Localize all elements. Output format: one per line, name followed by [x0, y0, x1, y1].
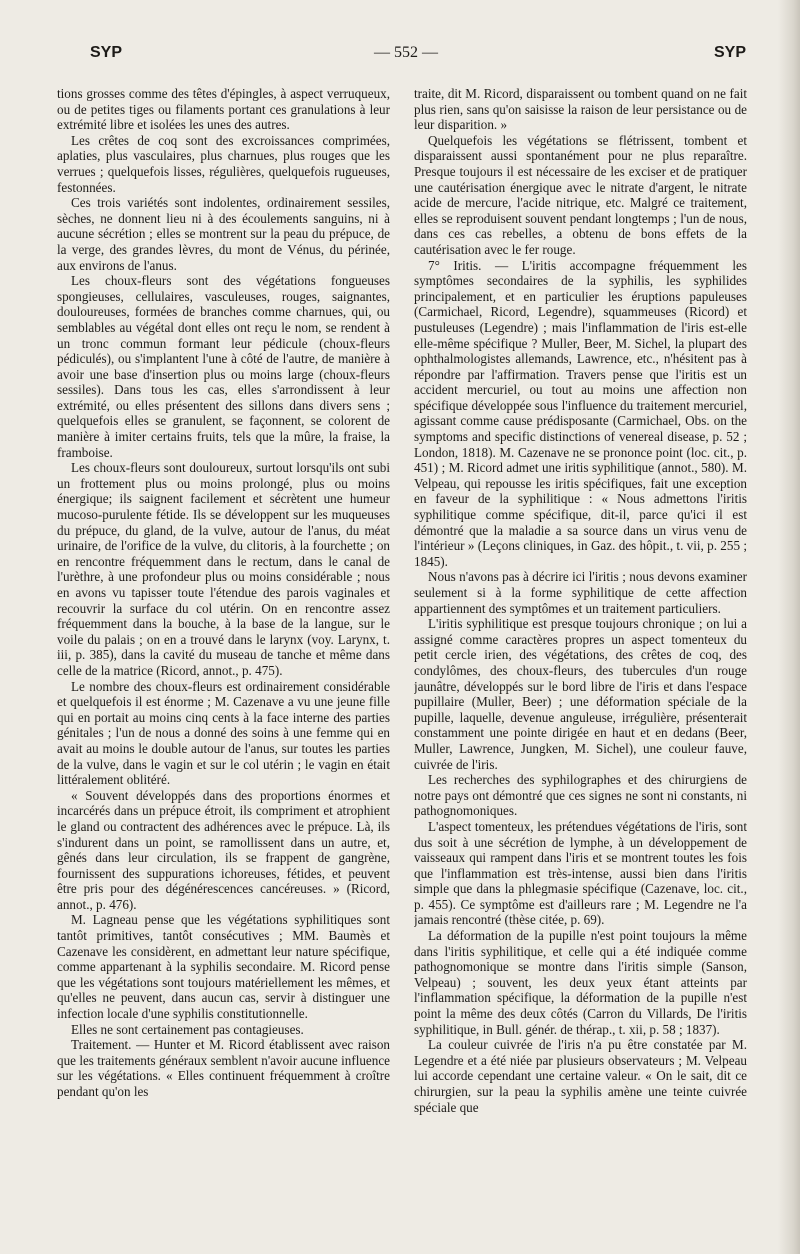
paragraph: « Souvent développés dans des proportions énormes et incarcérés dans un prépuce étroit, ils compriment et atrophient le gland ou contractent des adhérences avec le prépuce. Là, ils s'indurent dans un point, se ramollissent dans un autre, et, gênés dans leur circulation, ils se frappent de gangrène, fournissent des suppurations ichoreuses, fétides, et peuvent être pris pour des dégénérescences cancéreuses. » (Ricord, annot., p. 476).: [57, 787, 390, 912]
right-column: [414, 86, 747, 1246]
paragraph: Quelquefois les végétations se flétrissent, tombent et disparaissent aussi spontanément pour ne plus reparaître. Presque toujours il est nécessaire de les exciser et de pratiquer une cautérisation énergique avec le nitrate d'argent, le nitrate acide de mercure, l'acide nitrique, etc. Malgré ce traitement, elles se reproduisent souvent pendant longtemps ; l'un de nous, dans ces cas rebelles, a obtenu de bons effets de la cautérisation avec le fer rouge.: [414, 132, 747, 257]
paragraph: Elles ne sont certainement pas contagieuses.: [71, 1021, 304, 1037]
header-left: SYP: [90, 44, 123, 61]
paragraph: Les recherches des syphilographes et des chirurgiens de notre pays ont démontré que ces signes ne sont ni constants, ni pathognomoniques.: [414, 772, 747, 819]
paragraph: Les crêtes de coq sont des excroissances comprimées, aplaties, plus vasculaires, plus charnues, plus rouges que les verrues ; quelquefois lisses, régulières, quelquefois rugueuses, festonnées.: [57, 132, 390, 195]
running-header: [58, 44, 754, 70]
page-edge-shadow: [778, 0, 800, 1254]
paragraph: tions grosses comme des têtes d'épingles, à aspect verruqueux, ou de petites tiges ou filaments portant ces granulations à leur extrémité libre et isolées les unes des autres.: [57, 86, 390, 133]
paragraph: La déformation de la pupille n'est point toujours la même dans l'iritis syphilitique, et celle qui a été indiquée comme pathognomonique se montre dans l'iritis simple (Sanson, Velpeau) ; souvent, les deux yeux étant atteints par l'inflammation spécifique, la déformation de la pupille n'est point la même des deux côtés (Carron du Villards, De l'iritis syphilitique, in Bull. génér. de thérap., t. xii, p. 58 ; 1837).: [414, 928, 747, 1037]
paragraph: Les choux-fleurs sont douloureux, surtout lorsqu'ils ont subi un frottement plus ou moins prolongé, plus ou moins énergique; ils saignent facilement et sécrètent une humeur mucoso-purulente fétide. Ils se développent sur les muqueuses du prépuce, du gland, de la vulve, autour de l'anus, du méat urinaire, de l'orifice de la vulve, du clitoris, à la fourchette ; on en rencontre fréquemment dans le rectum, dans le canal de l'urèthre, à une profondeur plus ou moins considérable ; nous en avons vu tapisser toute l'étendue des parois vaginales et recouvrir la surface du col utérin. On en rencontre assez fréquemment dans la bouche, à la base de la langue, sur le voile du palais ; on en a trouvé dans le larynx (voy. Larynx, t. iii, p. 385), dans la cavité du museau de tanche et même dans celle de la matrice (Ricord, annot., p. 475).: [57, 460, 390, 678]
page-number: — 552 —: [374, 44, 438, 61]
paragraph: Les choux-fleurs sont des végétations fongueuses spongieuses, cellulaires, vasculeuses, rouges, saignantes, douloureuses, formées de branches comme charnues, qui, ou semblables au végétal dont elles ont reçu le nom, se rendent à un tronc commun formant leur pédicule (choux-fleurs pédiculés), ou s'implantent l'une à côté de l'autre, de manière à avoir une base d'insertion plus ou moins large (choux-fleurs sessiles). Dans tous les cas, elles s'arrondissent à leur extrémité, ou elles présentent des sillons dans divers sens ; quelquefois elles se granulent, se façonnent, se colorent de manière à imiter certains fruits, tels que la mûre, la fraise, la framboise.: [57, 273, 390, 460]
paragraph: La couleur cuivrée de l'iris n'a pu être constatée par M. Legendre et a été niée par plusieurs observateurs ; M. Velpeau lui accorde cependant une certaine valeur. « On le sait, dit ce chirurgien, sur la peau la syphilis amène une teinte cuivrée spéciale que: [414, 1037, 747, 1115]
header-right: SYP: [713, 44, 746, 61]
paragraph: Traitement. — Hunter et M. Ricord établissent avec raison que les traitements généraux semblent n'avoir aucune influence sur les végétations. « Elles continuent fréquemment à croître pendant qu'on les: [57, 1037, 390, 1099]
paragraph: Ces trois variétés sont indolentes, ordinairement sessiles, sèches, ne donnent lieu ni à des écoulements sanguins, ni à aucune sécrétion ; elles se montrent sur la peau du prépuce, de la verge, des grandes lèvres, du mont de Vénus, du périnée, aux environs de l'anus.: [57, 195, 390, 273]
paragraph: Nous n'avons pas à décrire ici l'iritis ; nous devons examiner seulement si à la forme syphilitique de cette affection appartiennent des symptômes et un traitement particuliers.: [414, 569, 747, 616]
left-column: [57, 86, 390, 1246]
paragraph: L'aspect tomenteux, les prétendues végétations de l'iris, sont dus soit à une sécrétion de lymphe, à un développement de vaisseaux qui rampent dans l'iris et se montrent toutes les fois que l'inflammation est très-intense, aussi bien dans l'iritis simple que dans la phlegmasie spécifique (Cazenave, loc. cit., p. 455). Ce symptôme est d'ailleurs rare ; M. Legendre ne l'a jamais rencontré (thèse citée, p. 69).: [414, 818, 747, 928]
paragraph: Le nombre des choux-fleurs est ordinairement considérable et quelquefois il est énorme ; M. Cazenave a vu une jeune fille qui en portait au moins cinq cents à la face interne des parties génitales ; l'un de nous a donné des soins à une femme qui en avait au moins le double autour de l'anus, sur toutes les parties de la vulve, dans le vagin et sur le col utérin ; le vagin en était littéralement oblitéré.: [57, 678, 390, 788]
paragraph: traite, dit M. Ricord, disparaissent ou tombent quand on ne fait plus rien, sans qu'on saisisse la raison de leur persistance ou de leur disparition. »: [414, 86, 747, 133]
paragraph: M. Lagneau pense que les végétations syphilitiques sont tantôt primitives, tantôt consécutives ; MM. Baumès et Cazenave les considèrent, en admettant leur nature spécifique, comme appartenant à la syphilis secondaire. M. Ricord pense que les végétations sont toujours matériellement les mêmes, et qu'elles ne peuvent, dans aucun cas, servir à distinguer une infection locale d'une syphilis constitutionnelle.: [57, 912, 390, 1022]
paragraph: 7° Iritis. — L'iritis accompagne fréquemment les symptômes secondaires de la syphilis, les syphilides principalement, et en particulier les éruptions papuleuses (Carmichael, Ricord, Legendre), squammeuses (Ricord) et pustuleuses (Legendre) ; mais l'inflammation de l'iris est-elle elle-même spécifique ? Muller, Beer, M. Sichel, la plupart des ophthalmologistes allemands, Lawrence, etc., n'hésitent pas à répondre par l'affirmation. Travers pense que l'iritis est un accident mercuriel, ou tout au moins une affection non spécifique développée sous l'influence du traitement mercuriel, agissant comme cause prédisposante (Carmichael, Obs. on the symptoms and specific distinctions of venereal disease, p. 52 ; London, 1818). M. Cazenave ne se prononce point (loc. cit., p. 451) ; M. Ricord admet une iritis syphilitique (annot., 580). M. Velpeau, qui repousse les iritis spécifiques, fait une exception en faveur de la syphilitique : « Nous admettons l'iritis syphilitique comme spécifique, dit-il, parce qu'ici il est démontré que la maladie a sa source dans un virus venu de l'intérieur » (Leçons cliniques, in Gaz. des hôpit., t. vii, p. 255 ; 1845).: [414, 257, 747, 569]
paragraph: L'iritis syphilitique est presque toujours chronique ; on lui a assigné comme caractères propres un aspect tomenteux du petit cercle irien, des végétations, des crêtes de coq, des condylômes, des choux-fleurs, des tubercules d'un rouge jaunâtre, développés sur le bord libre de l'iris et dans l'espace pupillaire (Muller, Beer) ; une déformation spéciale de la pupille, laquelle, devenue anguleuse, irrégulière, présenterait constamment une pointe dirigée en haut et en dedans (Beer, Muller, Lawrence, Jungken, M. Sichel), une couleur fauve, cuivrée de l'iris.: [414, 616, 747, 772]
